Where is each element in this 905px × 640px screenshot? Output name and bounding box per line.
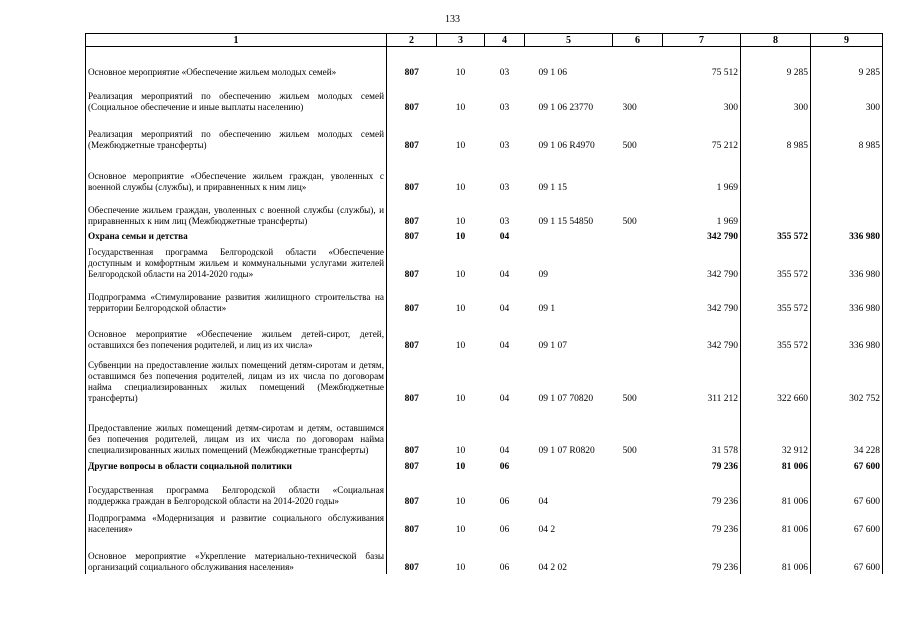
row-type: 500	[622, 216, 637, 227]
row-value-2018: 342 790	[663, 281, 741, 315]
row-type	[613, 508, 663, 536]
row-ved: 807	[404, 231, 419, 242]
row-subsection: 06	[499, 461, 510, 472]
row-name: Основное мероприятие «Обеспечение жильем молодых семей»	[86, 47, 387, 79]
row-name: Основное мероприятие «Укрепление материально-технической базы организаций социального обслуживания населения»	[86, 536, 387, 574]
row-name: Реализация мероприятий по обеспечению жильем молодых семей (Социальное обеспечение и иные выплаты населению)	[86, 79, 387, 114]
row-ved: 807	[404, 216, 419, 227]
row-target: 09 1 07 R0820	[538, 445, 595, 456]
row-target: 09 1 07 70820	[538, 393, 594, 404]
row-type	[613, 281, 663, 315]
row-name: Реализация мероприятий по обеспечению жильем молодых семей (Межбюджетные трансферты)	[86, 114, 387, 152]
row-ved: 807	[404, 303, 419, 314]
row-ved: 807	[404, 524, 419, 535]
row-type	[613, 315, 663, 352]
header-col-8: 8	[741, 34, 811, 47]
row-type	[613, 152, 663, 194]
row-value-2018: 1 969	[663, 152, 741, 194]
row-subsection: 03	[499, 67, 510, 78]
row-section: 10	[455, 340, 466, 351]
row-name: Государственная программа Белгородской области «Обеспечение доступным и комфортным жильем и коммунальными услугами жителей Белгородской области на 2014-2020 годы»	[86, 243, 387, 281]
row-value-2018: 342 790	[663, 243, 741, 281]
row-ved: 807	[404, 393, 419, 404]
row-target: 09 1 07	[538, 340, 567, 351]
row-target: 09 1 06	[538, 67, 567, 78]
row-subsection: 06	[499, 496, 510, 507]
row-name: Другие вопросы в области социальной политики	[86, 457, 387, 473]
row-type	[613, 536, 663, 574]
header-col-7: 7	[663, 34, 741, 47]
row-value-2020: 336 980	[811, 315, 883, 352]
row-type: 500	[622, 393, 637, 404]
row-ved: 807	[404, 496, 419, 507]
row-type	[613, 228, 663, 243]
row-value-2018: 79 236	[663, 536, 741, 574]
row-section: 10	[455, 393, 466, 404]
row-target: 09	[538, 269, 548, 280]
row-value-2020: 67 600	[811, 536, 883, 574]
header-col-9: 9	[811, 34, 883, 47]
row-subsection: 06	[499, 562, 510, 573]
row-value-2018: 311 212	[663, 352, 741, 405]
row-name: Подпрограмма «Модернизация и развитие социального обслуживания населения»	[86, 508, 387, 536]
row-name: Обеспечение жильем граждан, уволенных с военной службы (службы), и приравненных к ним лиц (Межбюджетные трансферты)	[86, 194, 387, 228]
row-value-2020: 336 980	[811, 243, 883, 281]
row-name: Субвенции на предоставление жилых помещений детям-сиротам и детям, оставшимся без попечения родителей, лицам из их числа по договорам найма специализированных жилых помещений (Межбюджетные трансферты)	[86, 352, 387, 405]
row-value-2020: 67 600	[811, 508, 883, 536]
table-row	[86, 315, 883, 352]
row-value-2019: 355 572	[741, 243, 811, 281]
table-row	[86, 473, 883, 508]
row-value-2018: 79 236	[663, 508, 741, 536]
row-section: 10	[455, 140, 466, 151]
row-value-2020: 9 285	[811, 47, 883, 79]
row-target: 09 1 06 R4970	[538, 140, 595, 151]
row-ved: 807	[404, 102, 419, 113]
row-section: 10	[455, 67, 466, 78]
row-ved: 807	[404, 182, 419, 193]
row-target: 09 1 15	[538, 182, 567, 193]
row-subsection: 03	[499, 216, 510, 227]
row-name: Охрана семьи и детства	[86, 228, 387, 243]
row-subsection: 04	[499, 445, 510, 456]
row-section: 10	[455, 303, 466, 314]
row-target: 04 2	[538, 524, 556, 535]
row-subsection: 04	[499, 231, 510, 242]
row-value-2019: 8 985	[741, 114, 811, 152]
table-row	[86, 47, 883, 79]
row-name: Предоставление жилых помещений детям-сиротам и детям, оставшимся без попечения родителей, лицам из их числа по договорам найма специализированных жилых помещений (Межбюджетные трансферты)	[86, 405, 387, 457]
row-value-2019: 9 285	[741, 47, 811, 79]
row-value-2018: 79 236	[663, 457, 741, 473]
row-value-2020: 34 228	[811, 405, 883, 457]
row-ved: 807	[404, 340, 419, 351]
row-value-2019: 81 006	[741, 508, 811, 536]
row-ved: 807	[404, 445, 419, 456]
header-col-5: 5	[525, 34, 613, 47]
row-value-2020	[811, 152, 883, 194]
row-value-2019: 81 006	[741, 473, 811, 508]
row-type	[613, 473, 663, 508]
row-value-2019: 355 572	[741, 281, 811, 315]
row-value-2018: 342 790	[663, 228, 741, 243]
header-row	[86, 34, 883, 47]
row-ved: 807	[404, 461, 419, 472]
row-value-2020: 67 600	[811, 457, 883, 473]
table-row	[86, 243, 883, 281]
row-target: 09 1	[538, 303, 556, 314]
row-value-2018: 75 512	[663, 47, 741, 79]
row-value-2020: 300	[811, 79, 883, 114]
row-value-2018: 300	[663, 79, 741, 114]
row-value-2019: 355 572	[741, 228, 811, 243]
row-subsection: 04	[499, 340, 510, 351]
budget-table	[85, 33, 883, 574]
row-name: Государственная программа Белгородской области «Социальная поддержка граждан в Белгородской области на 2014-2020 годы»	[86, 473, 387, 508]
row-value-2020: 67 600	[811, 473, 883, 508]
row-type	[613, 457, 663, 473]
header-col-2: 2	[387, 34, 437, 47]
row-value-2019: 81 006	[741, 457, 811, 473]
row-type: 500	[622, 445, 637, 456]
header-col-4: 4	[485, 34, 525, 47]
row-target	[525, 457, 613, 473]
row-section: 10	[455, 496, 466, 507]
row-section: 10	[455, 231, 466, 242]
row-ved: 807	[404, 269, 419, 280]
row-type	[613, 47, 663, 79]
row-name: Основное мероприятие «Обеспечение жильем граждан, уволенных с военной службы (службы), и приравненных к ним лиц»	[86, 152, 387, 194]
row-value-2019: 81 006	[741, 536, 811, 574]
row-value-2018: 342 790	[663, 315, 741, 352]
table-row	[86, 457, 883, 473]
table-row	[86, 194, 883, 228]
row-section: 10	[455, 445, 466, 456]
row-name: Подпрограмма «Стимулирование развития жилищного строительства на территории Белгородской области»	[86, 281, 387, 315]
row-target: 04 2 02	[538, 562, 567, 573]
row-type: 300	[622, 102, 637, 113]
row-section: 10	[455, 216, 466, 227]
row-value-2019	[741, 152, 811, 194]
row-value-2019: 355 572	[741, 315, 811, 352]
row-value-2018: 75 212	[663, 114, 741, 152]
row-value-2018: 79 236	[663, 473, 741, 508]
table-row	[86, 152, 883, 194]
row-type: 500	[622, 140, 637, 151]
row-value-2019: 32 912	[741, 405, 811, 457]
row-target: 09 1 06 23770	[538, 102, 594, 113]
row-value-2019: 322 660	[741, 352, 811, 405]
row-section: 10	[455, 182, 466, 193]
header-col-1: 1	[86, 34, 387, 47]
row-value-2020: 302 752	[811, 352, 883, 405]
row-value-2020: 8 985	[811, 114, 883, 152]
row-subsection: 06	[499, 524, 510, 535]
row-section: 10	[455, 269, 466, 280]
row-name: Основное мероприятие «Обеспечение жильем детей-сирот, детей, оставшихся без попечения родителей, и лиц из их числа»	[86, 315, 387, 352]
table-row	[86, 281, 883, 315]
table-row	[86, 536, 883, 574]
row-section: 10	[455, 524, 466, 535]
table-row	[86, 114, 883, 152]
row-value-2018: 31 578	[663, 405, 741, 457]
row-section: 10	[455, 461, 466, 472]
row-value-2020: 336 980	[811, 228, 883, 243]
table-row	[86, 79, 883, 114]
header-col-3: 3	[437, 34, 485, 47]
header-col-6: 6	[613, 34, 663, 47]
row-subsection: 04	[499, 269, 510, 280]
row-subsection: 03	[499, 140, 510, 151]
table-row	[86, 405, 883, 457]
page-number: 133	[445, 14, 460, 25]
row-ved: 807	[404, 562, 419, 573]
row-target	[525, 228, 613, 243]
table-row	[86, 508, 883, 536]
row-value-2020: 336 980	[811, 281, 883, 315]
row-value-2018: 1 969	[663, 194, 741, 228]
row-ved: 807	[404, 67, 419, 78]
row-section: 10	[455, 102, 466, 113]
table-row	[86, 352, 883, 405]
row-target: 09 1 15 54850	[538, 216, 594, 227]
row-subsection: 03	[499, 102, 510, 113]
row-section: 10	[455, 562, 466, 573]
row-type	[613, 243, 663, 281]
row-value-2020	[811, 194, 883, 228]
row-subsection: 03	[499, 182, 510, 193]
row-value-2019	[741, 194, 811, 228]
row-value-2019: 300	[741, 79, 811, 114]
row-ved: 807	[404, 140, 419, 151]
row-target: 04	[538, 496, 548, 507]
row-subsection: 04	[499, 393, 510, 404]
row-subsection: 04	[499, 303, 510, 314]
table-row	[86, 228, 883, 243]
